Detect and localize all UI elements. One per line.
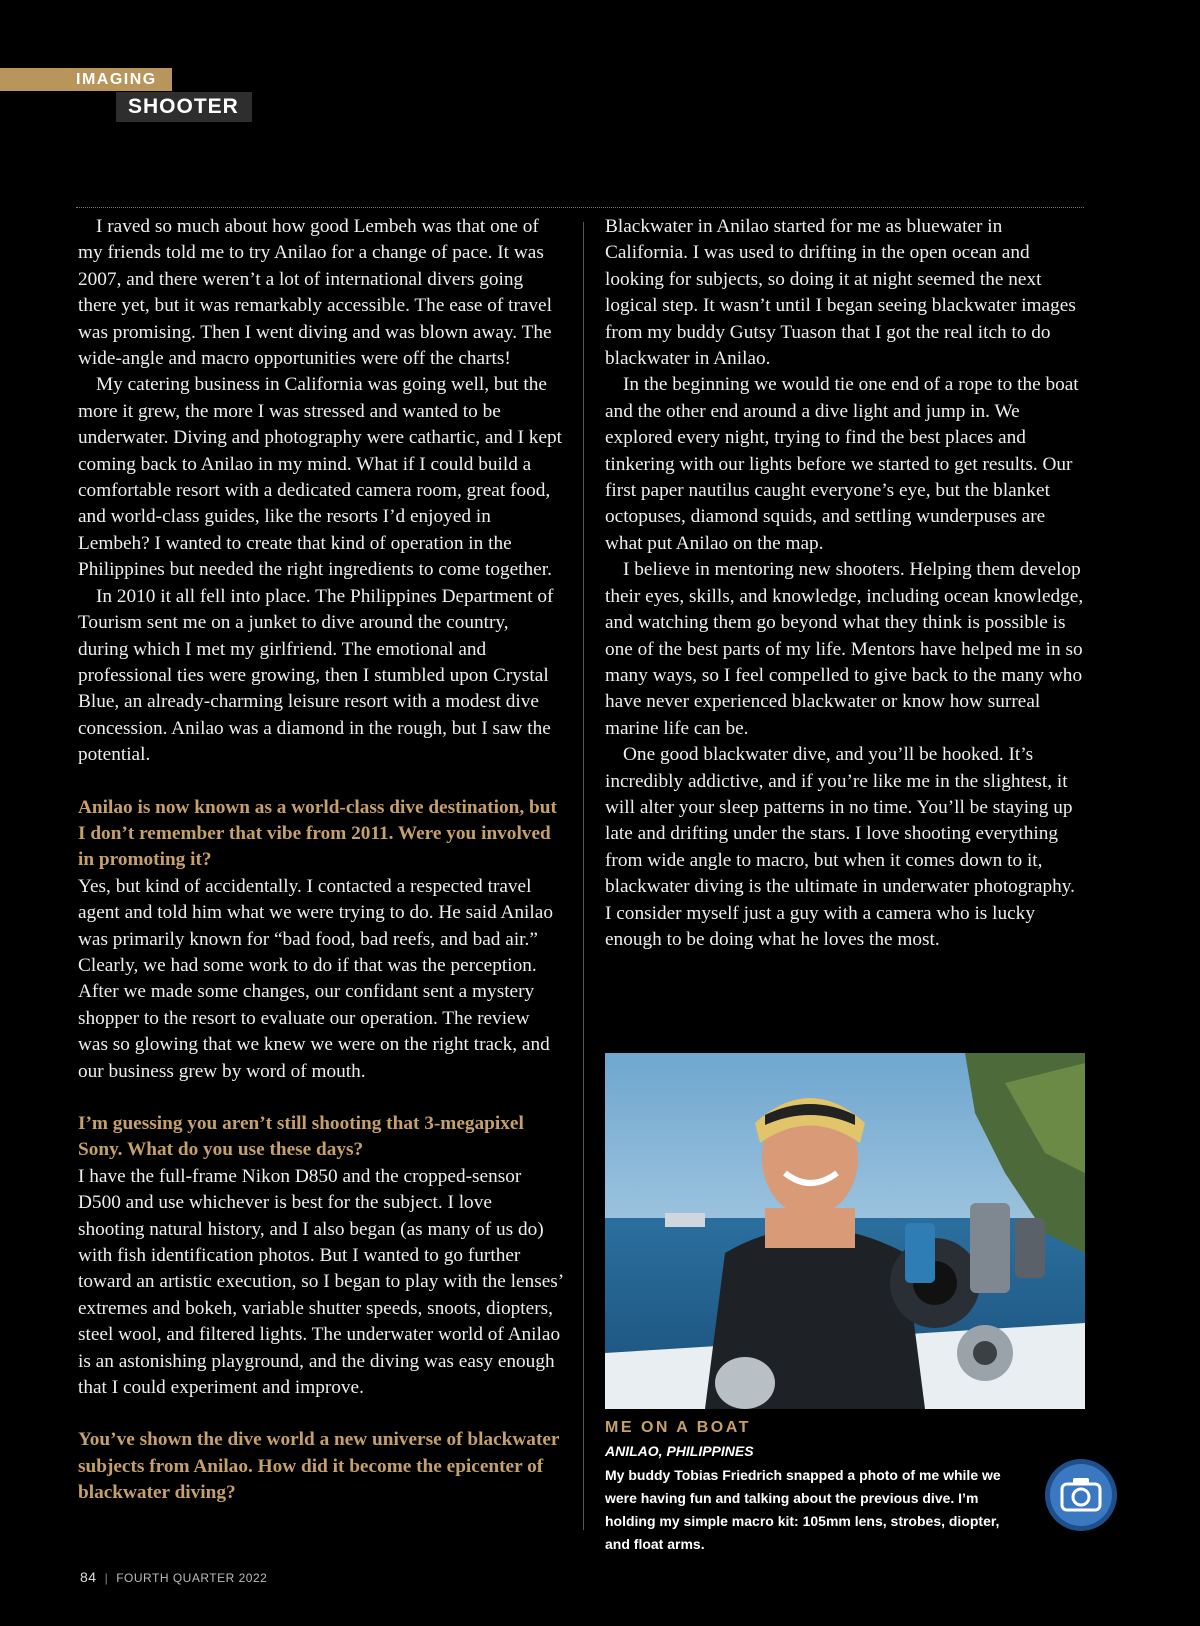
paragraph: I raved so much about how good Lembeh was that one of my friends told me to try Anilao for a change of pace. It was 2007, and there weren’t a lot of international divers going there yet, but it was remarkably accessible. The ease of travel was promising. Then I went diving and was blown away. The wide-angle and macro opportunities were off the charts! <box>78 216 552 370</box>
diver-photo <box>605 1053 1085 1409</box>
caption-title: ME ON A BOAT <box>605 1419 751 1436</box>
camera-icon <box>1044 1458 1118 1532</box>
page-number: 84 <box>80 1569 97 1585</box>
header-divider <box>76 207 1084 208</box>
paragraph: One good blackwater dive, and you’ll be hooked. It’s incredibly addictive, and if you’re like me in the slightest, it will alter your sleep patterns in no time. You’ll be staying up late and drifting under the stars. I love shooting everything from wide angle to macro, but when it comes down to it, blackwater diving is the ultimate in underwater photography. I consider myself just a guy with a camera who is lucky enough to be doing what he loves the most. <box>605 744 1075 950</box>
section-tag: IMAGING <box>0 68 172 91</box>
paragraph: Blackwater in Anilao started for me as bluewater in California. I was used to drifting in the open ocean and looking for subjects, so doing it at night seemed the next logical step. It wasn’t until I began seeing blackwater images from my buddy Gutsy Tuason that I got the real itch to do blackwater in Anilao. <box>605 216 1076 370</box>
subsection-tag: SHOOTER <box>116 92 252 122</box>
page-footer <box>80 1569 267 1585</box>
paragraph: In 2010 it all fell into place. The Philippines Department of Tourism sent me on a junket to dive around the country, during which I met my girlfriend. The emotional and professional ties were growing, then I stumbled upon Crystal Blue, an already-charming leisure resort with a modest dive concession. Anilao was a diamond in the rough, but I saw the potential. <box>78 585 554 766</box>
left-column <box>78 214 563 1507</box>
paragraph: In the beginning we would tie one end of a rope to the boat and the other end around a dive light and jump in. We explored every night, trying to find the best places and tinkering with our lights before we started to get results. Our first paper nautilus caught everyone’s eye, but the blanket octopuses, diamond squids, and settling wunderpuses are what put Anilao on the map. <box>605 374 1079 554</box>
paragraph: My catering business in California was going well, but the more it grew, the more I was stressed and wanted to be underwater. Diving and photography were cathartic, and I kept coming back to Anilao in my mind. What if I could build a comfortable resort with a dedicated camera room, great food, and world-class guides, like the resorts I’d enjoyed in Lembeh? I wanted to create that kind of operation in the Philippines but needed the right ingredients to come together. <box>78 374 562 581</box>
interview-answer: Yes, but kind of accidentally. I contacted a respected travel agent and told him what we were trying to do. He said Anilao was primarily known for “bad food, bad reefs, and bad air.” Clearly, we had some work to do if that was the perception. After we made some changes, our confidant sent a mystery shopper to the resort to evaluate our operation. The review was so glowing that we knew we were on the right track, and our business grew by word of mouth. <box>78 875 553 1082</box>
right-column <box>605 214 1085 953</box>
interview-question: I’m guessing you aren’t still shooting that 3-megapixel Sony. What do you use these days? <box>78 1113 524 1161</box>
interview-question: Anilao is now known as a world-class dive destination, but I don’t remember that vibe from 2011. Were you involved in promoting it? <box>78 796 557 871</box>
paragraph: I believe in mentoring new shooters. Helping them develop their eyes, skills, and knowledge, including ocean knowledge, and watching them go beyond what they think is possible is one of the best parts of my life. Mentors have helped me in so many ways, so I feel compelled to give back to the many who have never experienced blackwater or know how surreal marine life can be. <box>605 559 1084 739</box>
caption-location: ANILAO, PHILIPPINES <box>605 1443 754 1459</box>
issue-label: FOURTH QUARTER 2022 <box>116 1571 268 1585</box>
interview-question: You’ve shown the dive world a new universe of blackwater subjects from Anilao. How did it become the epicenter of blackwater diving? <box>78 1429 560 1504</box>
footer-separator: | <box>104 1571 109 1585</box>
interview-answer: I have the full-frame Nikon D850 and the cropped-sensor D500 and use whichever is best for the subject. I love shooting natural history, and I also began (as many of us do) with fish identification photos. But I wanted to go further toward an artistic execution, so I began to play with the lenses’ extremes and bokeh, variable shutter speeds, snoots, diopters, steel wool, and filtered lights. The underwater world of Anilao is an astonishing playground, and the diving was easy enough that I could experiment and improve. <box>78 1165 563 1399</box>
diver-photo-illustration <box>605 1053 1085 1409</box>
caption-text: My buddy Tobias Friedrich snapped a photo of me while we were having fun and talking about the previous dive. I’m holding my simple macro kit: 105mm lens, strobes, diopter, and float arms. <box>605 1467 1001 1552</box>
column-divider <box>583 222 584 1530</box>
